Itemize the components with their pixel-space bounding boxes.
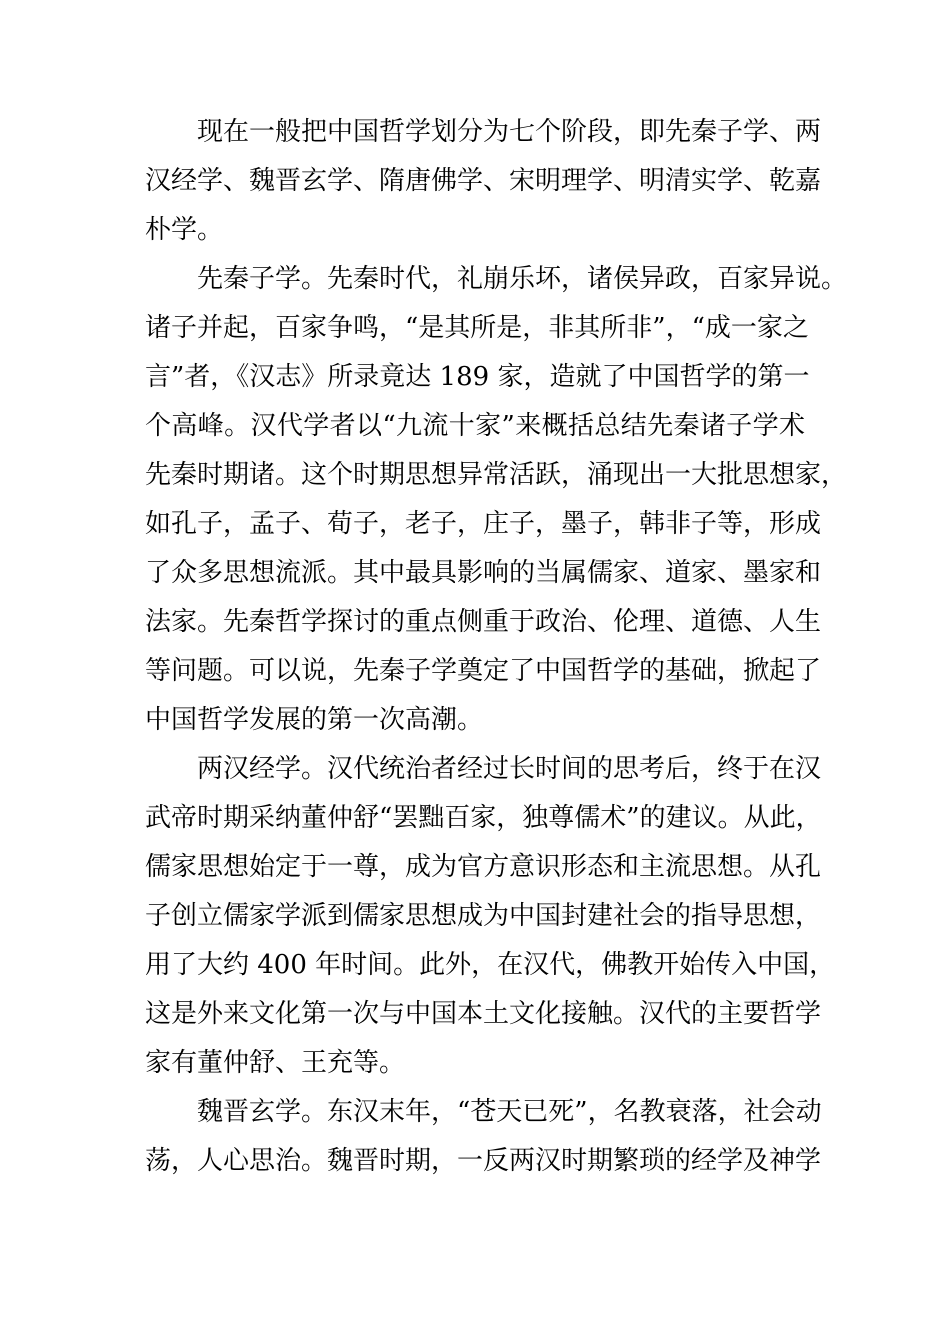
paragraph-3-line-6: 这是外来文化第一次与中国本土文化接触。汉代的主要哲学: [145, 999, 822, 1029]
paragraph-3-line-1: 两汉经学。汉代统治者经过长时间的思考后，终于在汉: [197, 754, 822, 784]
paragraph-4-line-1: 魏晋玄学。东汉末年，“苍天已死”，名教衰落，社会动: [197, 1097, 822, 1127]
paragraph-2-line-10: 中国哲学发展的第一次高潮。: [145, 705, 484, 735]
paragraph-1-line-1: 现在一般把中国哲学划分为七个阶段，即先秦子学、两: [197, 117, 822, 147]
paragraph-2-line-3: 言”者，《汉志》所录竟达 189 家，造就了中国哲学的第一: [145, 362, 810, 392]
paragraph-2-line-8: 法家。先秦哲学探讨的重点侧重于政治、伦理、道德、人生: [145, 607, 822, 637]
paragraph-3-line-3: 儒家思想始定于一尊，成为官方意识形态和主流思想。从孔: [145, 852, 822, 882]
paragraph-2-line-7: 了众多思想流派。其中最具影响的当属儒家、道家、墨家和: [145, 558, 822, 588]
paragraph-3-line-5: 用了大约 400 年时间。此外，在汉代，佛教开始传入中国，: [145, 950, 836, 980]
paragraph-3-line-7: 家有董仲舒、王充等。: [145, 1048, 406, 1078]
paragraph-3-line-2: 武帝时期采纳董仲舒“罢黜百家，独尊儒术”的建议。从此，: [145, 803, 822, 833]
paragraph-2-line-5: 先秦时期诸。这个时期思想异常活跃，涌现出一大批思想家，: [145, 460, 848, 490]
paragraph-2-line-4: 个高峰。汉代学者以“九流十家”来概括总结先秦诸子学术: [145, 411, 805, 441]
body-text: [145, 108, 848, 1186]
paragraph-1-line-2: 汉经学、魏晋玄学、隋唐佛学、宋明理学、明清实学、乾嘉: [145, 166, 822, 196]
paragraph-2-line-9: 等问题。可以说，先秦子学奠定了中国哲学的基础，掀起了: [145, 656, 822, 686]
paragraph-4-line-2: 荡，人心思治。魏晋时期，一反两汉时期繁琐的经学及神学: [145, 1146, 822, 1176]
paragraph-2-line-2: 诸子并起，百家争鸣，“是其所是，非其所非”，“成一家之: [145, 313, 809, 343]
paragraph-2-line-1: 先秦子学。先秦时代，礼崩乐坏，诸侯异政，百家异说。: [197, 264, 848, 294]
paragraph-1-line-3: 朴学。: [145, 215, 224, 245]
paragraph-2-line-6: 如孔子，孟子、荀子，老子，庄子，墨子，韩非子等，形成: [145, 509, 822, 539]
paragraph-3-line-4: 子创立儒家学派到儒家思想成为中国封建社会的指导思想，: [145, 901, 822, 931]
